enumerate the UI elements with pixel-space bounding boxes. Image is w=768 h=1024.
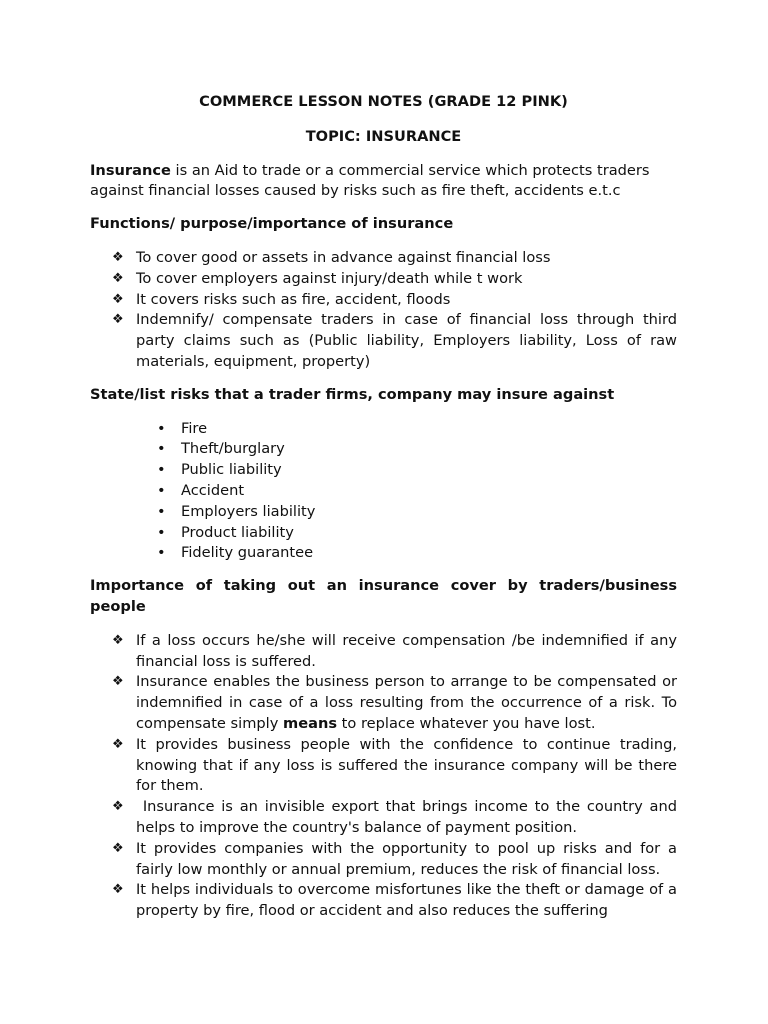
functions-list: [90, 248, 677, 373]
list-item: • Fidelity guarantee: [90, 543, 677, 564]
intro-text: is an Aid to trade or a commercial service which protects traders against financial losses caused by risks such as fire theft, accidents e.t.c: [90, 161, 650, 200]
dot-bullet-icon: •: [157, 440, 166, 458]
document-body: [90, 92, 682, 922]
topic-title: TOPIC: INSURANCE: [305, 127, 462, 145]
list-item: • Fire: [90, 419, 677, 440]
list-item: ❖ It covers risks such as fire, accident, floods: [90, 290, 677, 311]
diamond-bullet-icon: ❖: [112, 312, 124, 328]
dot-bullet-icon: •: [157, 419, 166, 437]
intro-term: Insurance: [90, 161, 171, 179]
list-item: ❖ Insurance is an invisible export that brings income to the country and helps to improve the country's balance of payment position.: [112, 798, 682, 836]
document-title: COMMERCE LESSON NOTES (GRADE 12 PINK): [199, 93, 568, 110]
list-item: ❖ It provides business people with the confidence to continue trading, knowing that if any loss is suffered the insurance company will be there for them.: [112, 735, 677, 795]
dot-bullet-icon: •: [157, 461, 166, 479]
list-item: • Accident: [90, 481, 677, 502]
risks-list: [90, 419, 677, 565]
diamond-bullet-icon: ❖: [112, 249, 124, 265]
dot-bullet-icon: •: [157, 502, 166, 520]
diamond-bullet-icon: ❖: [112, 882, 124, 898]
list-item: • Theft/burglary: [90, 439, 677, 460]
list-item: ❖ Insurance enables the business person to arrange to be compensated or indemnified in case of a loss resulting from the occurrence of a risk. To compensate simply means to replace whatever you have lost.: [112, 673, 677, 732]
section-heading-risks: State/list risks that a trader firms, company may insure against: [90, 385, 615, 403]
section-heading-importance: Importance of taking out an insurance cover by traders/business people: [90, 577, 677, 615]
list-item: • Public liability: [90, 460, 677, 481]
diamond-bullet-icon: ❖: [112, 291, 124, 307]
list-item: • Product liability: [90, 523, 677, 544]
list-item: ❖ Indemnify/ compensate traders in case of financial loss through third party claims such as (Public liability, Employers liability, Loss of raw materials, equipment, property): [112, 311, 677, 370]
dot-bullet-icon: •: [157, 544, 166, 562]
list-item: ❖ It provides companies with the opportunity to pool up risks and for a fairly low monthly or annual premium, reduces the risk of financial loss.: [112, 839, 677, 878]
diamond-bullet-icon: ❖: [112, 840, 124, 856]
intro-paragraph: [90, 161, 677, 203]
dot-bullet-icon: •: [157, 481, 166, 499]
diamond-bullet-icon: ❖: [112, 270, 124, 286]
dot-bullet-icon: •: [157, 523, 166, 541]
importance-list: [90, 631, 682, 922]
diamond-bullet-icon: ❖: [112, 632, 124, 648]
diamond-bullet-icon: ❖: [112, 674, 124, 690]
list-item: ❖ If a loss occurs he/she will receive compensation /be indemnified if any financial loss is suffered.: [112, 631, 677, 670]
list-item: ❖ It helps individuals to overcome misfortunes like the theft or damage of a property by fire, flood or accident and also reduces the suffering: [112, 881, 677, 920]
section-heading-functions: Functions/ purpose/importance of insurance: [90, 215, 454, 233]
diamond-bullet-icon: ❖: [112, 799, 124, 815]
list-item: ❖ To cover employers against injury/death while t work: [90, 269, 677, 290]
list-item: ❖ To cover good or assets in advance against financial loss: [90, 248, 677, 269]
list-item: • Employers liability: [90, 502, 677, 523]
diamond-bullet-icon: ❖: [112, 736, 124, 752]
